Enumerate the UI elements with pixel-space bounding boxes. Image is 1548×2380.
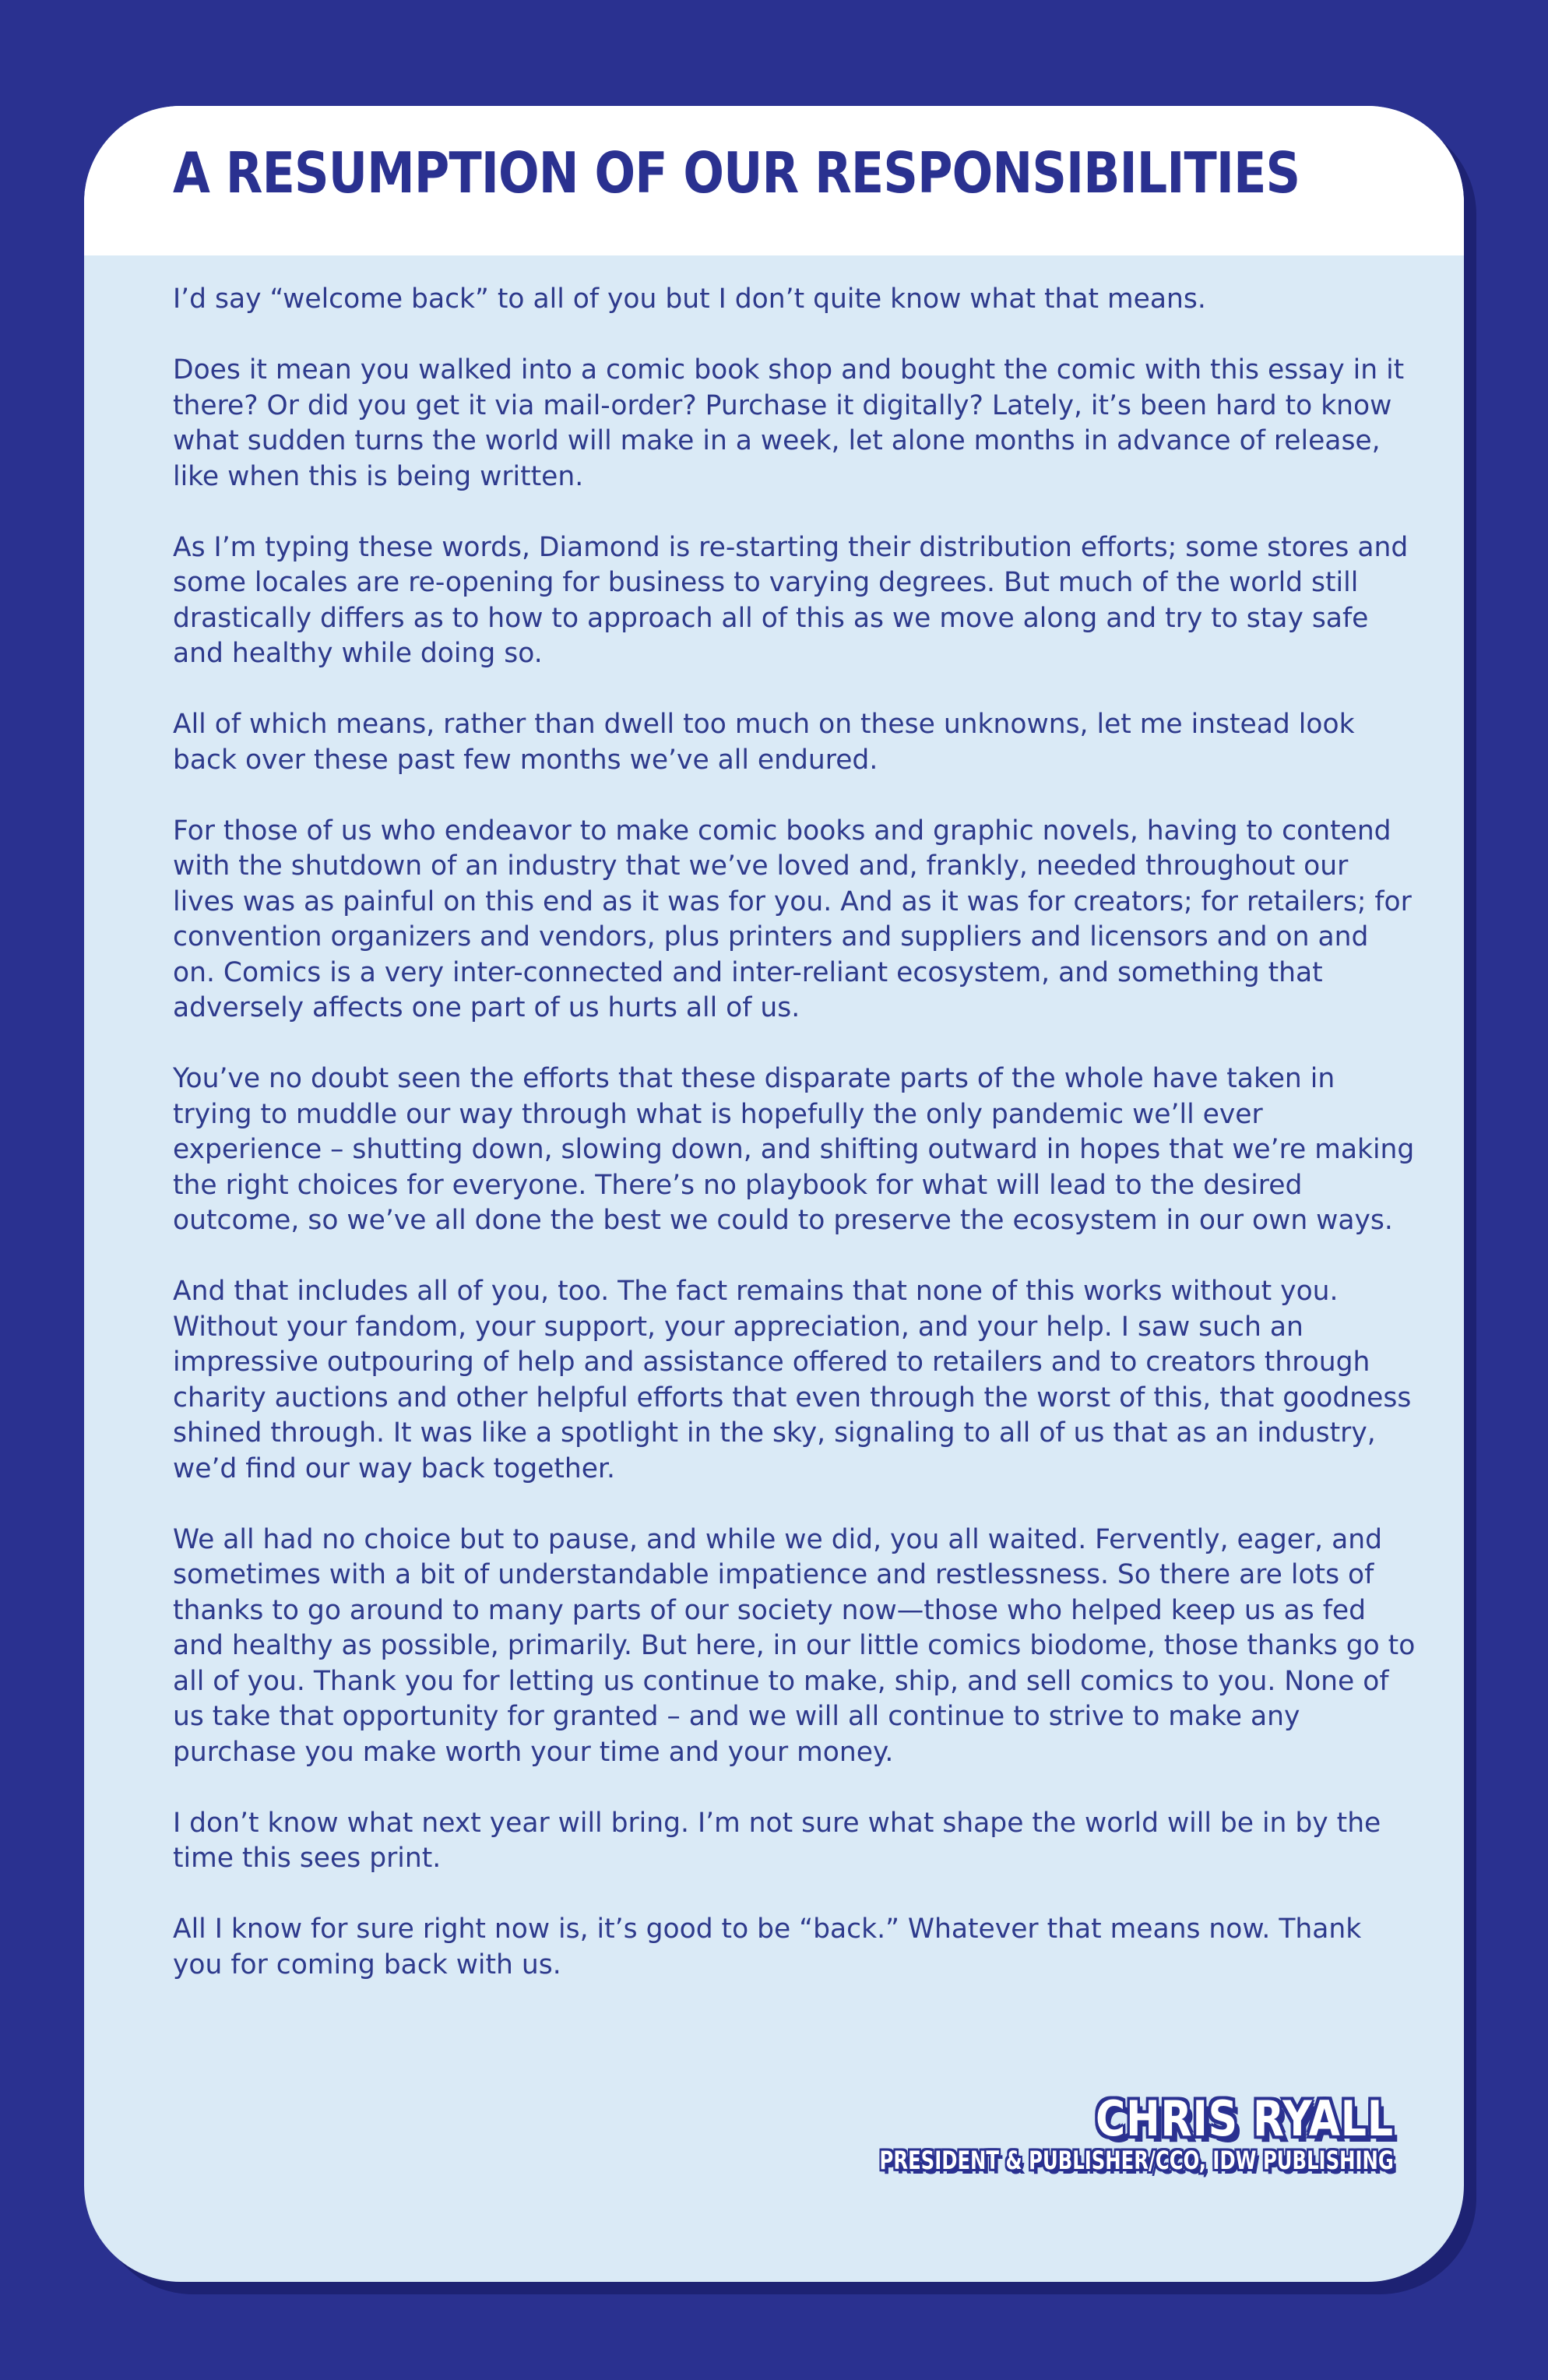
author-title: PRESIDENT & PUBLISHER/CCO, IDW PUBLISHING bbox=[879, 2146, 1394, 2176]
essay-body bbox=[173, 282, 1416, 2019]
page-title: A RESUMPTION OF OUR RESPONSIBILITIES bbox=[173, 140, 1300, 206]
letter-card bbox=[84, 106, 1464, 2282]
author-name: CHRIS RYALL bbox=[1096, 2090, 1394, 2147]
paragraph: I’d say “welcome back” to all of you but I don’t quite know what that means. bbox=[173, 283, 1206, 315]
paragraph: You’ve no doubt seen the efforts that these disparate parts of the whole have taken in trying to muddle our way through what is hopefully the only pandemic we’ll ever experience – shutting down, slowing down, and shifting outward in hopes that we’re making the right choices for everyone. There’s no playbook for what will lead to the desired outcome, so we’ve all done the best we could to preserve the ecosystem in our own ways. bbox=[173, 1063, 1415, 1236]
paragraph: I don’t know what next year will bring. I’m not sure what shape the world will be in by the time this sees print. bbox=[173, 1807, 1381, 1874]
paragraph: Does it mean you walked into a comic book shop and bought the comic with this essay in it there? Or did you get it via mail-order? Purchase it digitally? Lately, it’s been hard to know what sudden turns the world will make in a week, let alone months in advance of release, like when this is being written. bbox=[173, 354, 1405, 492]
paragraph: All I know for sure right now is, it’s good to be “back.” Whatever that means now. Thank you for coming back with us. bbox=[173, 1914, 1362, 1980]
paragraph: And that includes all of you, too. The fact remains that none of this works without you. Without your fandom, your support, your appreciation, and your help. I saw such an impressive outpouring of help and assistance offered to retailers and to creators through charity auctions and other helpful efforts that even through the worst of this, that goodness shined through. It was like a spotlight in the sky, signaling to all of us that as an industry, we’d find our way back together. bbox=[173, 1276, 1412, 1484]
paragraph: All of which means, rather than dwell too much on these unknowns, let me instead look back over these past few months we’ve all endured. bbox=[173, 709, 1355, 776]
paragraph: We all had no choice but to pause, and while we did, you all waited. Fervently, eager, and sometimes with a bit of understandable impatience and restlessness. So there are lots of thanks to go around to many parts of our society now—those who helped keep us as fed and healthy as possible, primarily. But here, in our little comics biodome, those thanks go to all of you. Thank you for letting us continue to make, ship, and sell comics to you. None of us take that opportunity for granted – and we will all continue to strive to make any purchase you make worth your time and your money. bbox=[173, 1523, 1416, 1768]
title-banner bbox=[84, 106, 1464, 255]
signature-block bbox=[717, 2090, 1394, 2176]
paragraph: As I’m typing these words, Diamond is re-starting their distribution efforts; some stores and some locales are re-opening for business to varying degrees. But much of the world still drastically differs as to how to approach all of this as we move along and try to stay safe and healthy while doing so. bbox=[173, 531, 1409, 669]
paragraph: For those of us who endeavor to make comic books and graphic novels, having to contend with the shutdown of an industry that we’ve loved and, frankly, needed throughout our lives was as painful on this end as it was for you. And as it was for creators; for retailers; for convention organizers and vendors, plus printers and suppliers and licensors and on and on. Comics is a very inter-connected and inter-reliant ecosystem, and something that adversely affects one part of us hurts all of us. bbox=[173, 815, 1412, 1023]
